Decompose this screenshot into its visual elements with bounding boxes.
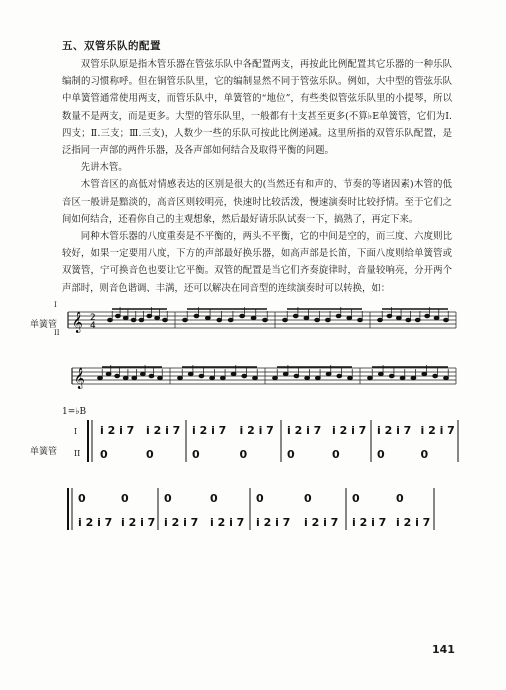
paragraph-4: 同种木管乐器的八度重奏是不平衡的，两头不平衡，它的中间是空的，而三度、六度则比较好，如果一定要用八度，下方的声部最好换乐器，如高声部是长笛，下面八度则给单簧管或双簧管，宁可换音色也要让它平衡。双管的配置是当它们齐奏旋律时，音量较响亮，分开两个声部时，则音色谐调、丰满，还可以解决在同音型的连续演奏时可以转换，如： <box>62 231 452 294</box>
staff-system-1 <box>60 298 460 338</box>
note-head <box>396 316 401 319</box>
section-heading: 五、双管乐队的配置 <box>62 40 161 52</box>
note-head <box>231 372 236 375</box>
numbered-note-group: i 2 i 7 <box>146 424 181 437</box>
note-head <box>217 318 222 321</box>
note-head <box>123 376 128 379</box>
numbered-part-II-label: II <box>74 449 81 458</box>
numbered-note-group: i 2 i 7 <box>420 424 455 437</box>
note-head <box>389 374 394 377</box>
note-head <box>220 376 225 379</box>
numbered-note-group: i 2 i 7 <box>287 424 322 437</box>
note-head <box>400 376 405 379</box>
note-head <box>188 372 193 375</box>
note-head <box>378 318 383 321</box>
note-head <box>139 318 144 321</box>
paragraph-1: 双管乐队原是指木管乐器在管弦乐队中各配置两支，再按此比例配置其它乐器的一种乐队编制的习惯称呼。但在铜管乐队里，它的编制显然不同于管弦乐队。例如，大中型的管弦乐队中单簧管通常使用两支，而管乐队中，单簧管的“地位”，有些类似管弦乐队里的小提琴，所以数量不是两支，而是更多。大型的管乐队里，一般都有十支甚至更多(不算♭E单簧管，它们为Ⅰ.四支；Ⅱ.三支；Ⅲ.三支)，人数少一些的乐队可按此比例递减。这里所指的双管乐队配置，是泛指同一声部的两件乐器，及各声部如何结合及取得平衡的问题。 <box>62 59 452 157</box>
part-I-label: I <box>54 301 57 309</box>
note-head <box>132 376 137 379</box>
note-head <box>228 318 233 321</box>
numbered-note-group: 0 <box>239 448 248 461</box>
note-head <box>433 374 438 377</box>
note-head <box>210 376 215 379</box>
numbered-note-group: i 2 i 7 <box>192 424 227 437</box>
page-number: 141 <box>432 643 455 656</box>
numbered-note-group: i 2 i 7 <box>396 516 431 529</box>
numbered-note-group: i 2 i 7 <box>239 424 274 437</box>
note-head <box>108 318 113 321</box>
note-head <box>253 376 258 379</box>
note-head <box>325 318 330 321</box>
note-head <box>106 372 111 375</box>
note-head <box>444 376 449 379</box>
numbered-note-group: i 2 i 7 <box>256 516 291 529</box>
numbered-note-group: i 2 i 7 <box>352 516 387 529</box>
note-head <box>147 314 152 317</box>
note-head <box>178 376 183 379</box>
numbered-note-group: 0 <box>352 492 360 505</box>
note-head <box>199 374 204 377</box>
numbered-note-group: 0 <box>192 448 200 461</box>
numbered-note-group: i 2 i 7 <box>377 424 412 437</box>
numbered-instrument-label: 单簧管 <box>30 447 58 457</box>
staff-system-2 <box>60 358 460 398</box>
note-head <box>283 318 288 321</box>
note-head <box>336 314 341 317</box>
numbered-note-group: 0 <box>164 492 172 505</box>
note-head <box>387 314 392 317</box>
numbered-note-group: 0 <box>304 492 312 505</box>
note-head <box>444 318 449 321</box>
numbered-note-group: i 2 i 7 <box>210 516 245 529</box>
note-head <box>263 318 268 321</box>
note-head <box>149 374 154 377</box>
note-head <box>115 374 120 377</box>
note-head <box>422 372 427 375</box>
note-head <box>205 316 210 319</box>
numbered-note-group: 0 <box>121 492 129 505</box>
numbered-note-group: i 2 i 7 <box>121 516 156 529</box>
numbered-note-group: 0 <box>210 492 218 505</box>
note-head <box>123 316 128 319</box>
note-head <box>194 314 199 317</box>
note-head <box>315 318 320 321</box>
numbered-note-group: 0 <box>396 492 404 505</box>
note-head <box>411 376 416 379</box>
numbered-note-group: 0 <box>420 448 429 461</box>
note-head <box>183 318 188 321</box>
time-signature-bottom: 4 <box>90 321 96 331</box>
note-head <box>305 376 310 379</box>
note-head <box>240 314 245 317</box>
note-head <box>131 318 136 321</box>
numbered-note-group: 0 <box>78 492 86 505</box>
treble-clef-icon: 𝄞 <box>72 312 83 333</box>
note-head <box>155 316 160 319</box>
note-head <box>140 372 145 375</box>
numbered-system-1 <box>86 418 466 466</box>
numbered-note-group: i 2 i 7 <box>78 516 113 529</box>
note-head <box>378 372 383 375</box>
note-head <box>251 316 256 319</box>
numbered-system-2 <box>62 486 466 534</box>
note-head <box>368 376 373 379</box>
numbered-note-group: 0 <box>100 448 108 461</box>
paragraph-3: 木管音区的高低对情感表达的区别是很大的(当然还有和声的、节奏的等诸因素)木管的低音区一般讲是黯淡的，高音区则较明亮，快速时比较活泼，慢速演奏时比较抒情。至于它们之间如何结合，还看你自己的主观想象，然后最好请乐队试奏一下，搞熟了，再定下来。 <box>62 179 452 225</box>
treble-clef-icon: 𝄞 <box>74 368 85 389</box>
note-head <box>326 372 331 375</box>
note-head <box>358 318 363 321</box>
note-head <box>315 376 320 379</box>
note-head <box>406 318 411 321</box>
note-head <box>434 316 439 319</box>
note-head <box>163 318 168 321</box>
numbered-note-group: 0 <box>332 448 340 461</box>
numbered-note-group: 0 <box>256 492 264 505</box>
note-head <box>283 372 288 375</box>
note-head <box>115 314 120 317</box>
numbered-part-I-label: I <box>74 427 78 436</box>
numbered-note-group: i 2 i 7 <box>164 516 199 529</box>
note-head <box>293 314 298 317</box>
numbered-note-group: i 2 i 7 <box>332 424 367 437</box>
staff-instrument-label: 单簧管 <box>30 320 58 330</box>
note-head <box>348 376 353 379</box>
part-II-label: II <box>54 329 60 337</box>
body-text <box>62 56 452 297</box>
paragraph-2: 先讲木管。 <box>80 162 128 174</box>
note-head <box>242 374 247 377</box>
numbered-note-group: i 2 i 7 <box>100 424 135 437</box>
time-signature-top: 2 <box>90 313 96 323</box>
note-head <box>425 314 430 317</box>
note-head <box>294 374 299 377</box>
note-head <box>347 316 352 319</box>
key-signature: 1=♭B <box>62 407 87 417</box>
note-head <box>304 316 309 319</box>
note-head <box>273 376 278 379</box>
note-head <box>415 318 420 321</box>
note-head <box>98 376 103 379</box>
numbered-note-group: 0 <box>287 448 295 461</box>
note-head <box>337 374 342 377</box>
numbered-note-group: 0 <box>377 448 385 461</box>
numbered-note-group: i 2 i 7 <box>304 516 339 529</box>
numbered-note-group: 0 <box>146 448 154 461</box>
note-head <box>158 376 163 379</box>
